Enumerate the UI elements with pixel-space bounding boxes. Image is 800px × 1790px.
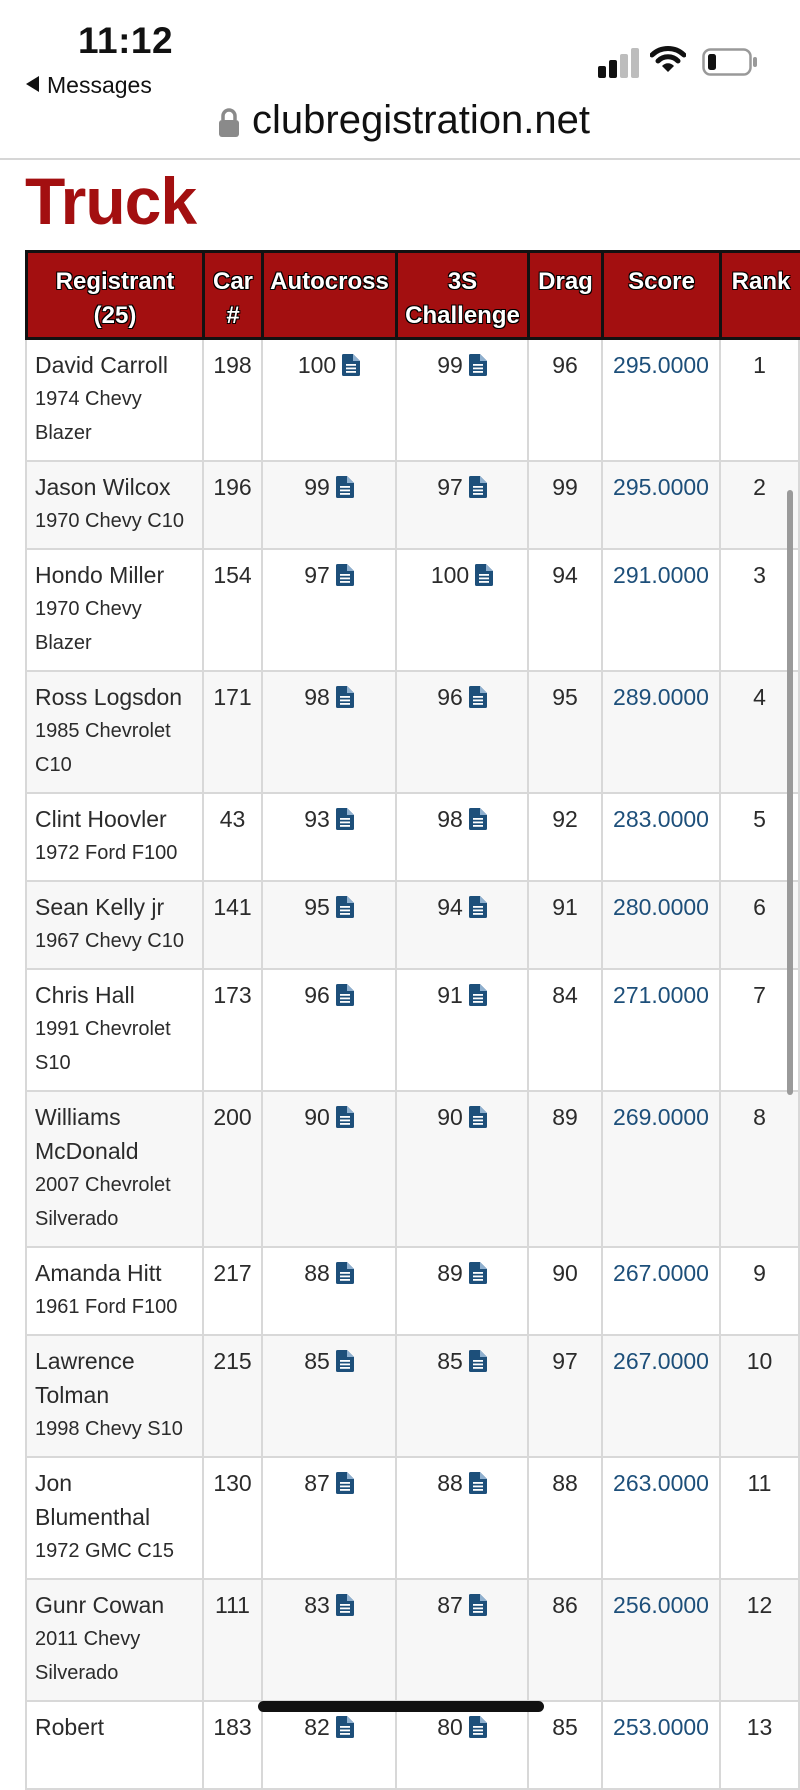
header-line: Challenge bbox=[405, 302, 520, 329]
back-arrow-icon bbox=[26, 76, 39, 92]
header-3s-challenge[interactable] bbox=[395, 253, 527, 337]
total-score-link[interactable]: 256.0000 bbox=[613, 1592, 709, 1618]
registrant-name: Jon bbox=[35, 1470, 73, 1496]
cell-car-number bbox=[202, 794, 261, 880]
cell-score[interactable] bbox=[601, 1092, 719, 1246]
rank-value: 6 bbox=[753, 894, 766, 920]
drag-score: 84 bbox=[552, 982, 578, 1008]
car-number: 215 bbox=[213, 1348, 252, 1374]
cell-car-number bbox=[202, 550, 261, 670]
autocross-score: 88 bbox=[304, 1260, 330, 1286]
cell-3s-challenge bbox=[395, 1458, 527, 1578]
cell-registrant bbox=[25, 672, 202, 792]
cell-score[interactable] bbox=[601, 1336, 719, 1456]
cell-car-number bbox=[202, 340, 261, 460]
file-text-icon[interactable] bbox=[330, 474, 354, 500]
header-line: # bbox=[226, 302, 240, 329]
cell-drag bbox=[527, 672, 601, 792]
autocross-score: 93 bbox=[304, 806, 330, 832]
autocross-score: 90 bbox=[304, 1104, 330, 1130]
registrant-name: Robert bbox=[35, 1714, 105, 1740]
header-line: Drag bbox=[538, 268, 593, 295]
total-score-link[interactable]: 283.0000 bbox=[613, 806, 709, 832]
cell-autocross bbox=[261, 970, 395, 1090]
battery-icon bbox=[702, 48, 756, 76]
file-text-icon[interactable] bbox=[330, 1104, 354, 1130]
drag-score: 85 bbox=[552, 1714, 578, 1740]
total-score-link[interactable]: 267.0000 bbox=[613, 1260, 709, 1286]
total-score-link[interactable]: 295.0000 bbox=[613, 352, 709, 378]
rank-value: 1 bbox=[753, 352, 766, 378]
cell-registrant bbox=[25, 1336, 202, 1456]
cell-score[interactable] bbox=[601, 1702, 719, 1788]
table-row bbox=[25, 794, 800, 882]
file-text-icon[interactable] bbox=[463, 474, 487, 500]
drag-score: 97 bbox=[552, 1348, 578, 1374]
cell-3s-challenge bbox=[395, 462, 527, 548]
total-score-link[interactable]: 253.0000 bbox=[613, 1714, 709, 1740]
file-text-icon[interactable] bbox=[463, 1104, 487, 1130]
drag-score: 86 bbox=[552, 1592, 578, 1618]
cell-score[interactable] bbox=[601, 550, 719, 670]
registrant-vehicle: 1972 GMC C15 bbox=[35, 1540, 174, 1562]
cell-drag bbox=[527, 970, 601, 1090]
registrant-vehicle: 1967 Chevy C10 bbox=[35, 930, 184, 952]
autocross-score: 95 bbox=[304, 894, 330, 920]
table-row bbox=[25, 462, 800, 550]
cell-registrant bbox=[25, 882, 202, 968]
registrant-name: Clint Hoovler bbox=[35, 806, 167, 832]
file-text-icon[interactable] bbox=[330, 1470, 354, 1496]
car-number: 154 bbox=[213, 562, 252, 588]
car-number: 200 bbox=[213, 1104, 252, 1130]
cell-registrant bbox=[25, 1248, 202, 1334]
header-line: 3S bbox=[447, 268, 478, 295]
cell-car-number bbox=[202, 970, 261, 1090]
cell-rank bbox=[719, 1458, 800, 1578]
cell-car-number bbox=[202, 1702, 261, 1788]
cell-autocross bbox=[261, 794, 395, 880]
total-score-link[interactable]: 263.0000 bbox=[613, 1470, 709, 1496]
cell-registrant bbox=[25, 1702, 202, 1788]
total-score-link[interactable]: 291.0000 bbox=[613, 562, 709, 588]
cell-score[interactable] bbox=[601, 462, 719, 548]
autocross-score: 97 bbox=[304, 562, 330, 588]
cell-rank bbox=[719, 1248, 800, 1334]
registrant-name: Williams bbox=[35, 1104, 121, 1130]
registrant-name: Chris Hall bbox=[35, 982, 135, 1008]
cell-3s-challenge bbox=[395, 970, 527, 1090]
rank-value: 8 bbox=[753, 1104, 766, 1130]
cell-car-number bbox=[202, 1336, 261, 1456]
cell-autocross bbox=[261, 550, 395, 670]
registrant-vehicle: Silverado bbox=[35, 1662, 119, 1684]
challenge-score: 100 bbox=[430, 562, 470, 588]
cell-registrant bbox=[25, 1580, 202, 1700]
table-row bbox=[25, 1580, 800, 1702]
table-row bbox=[25, 1336, 800, 1458]
cell-rank bbox=[719, 340, 800, 460]
header-line: Rank bbox=[731, 268, 791, 295]
registrant-name: Gunr Cowan bbox=[35, 1592, 165, 1618]
cell-drag bbox=[527, 1702, 601, 1788]
table-row bbox=[25, 1248, 800, 1336]
challenge-score: 91 bbox=[437, 982, 463, 1008]
rank-value: 7 bbox=[753, 982, 766, 1008]
file-text-icon[interactable] bbox=[463, 1470, 487, 1496]
challenge-score: 90 bbox=[437, 1104, 463, 1130]
autocross-score: 87 bbox=[304, 1470, 330, 1496]
registrant-vehicle: 1974 Chevy bbox=[35, 388, 142, 410]
cell-autocross bbox=[261, 340, 395, 460]
cell-3s-challenge bbox=[395, 1580, 527, 1700]
cell-autocross bbox=[261, 1336, 395, 1456]
header-autocross[interactable] bbox=[261, 253, 395, 337]
challenge-score: 97 bbox=[437, 474, 463, 500]
challenge-score: 87 bbox=[437, 1592, 463, 1618]
cell-score[interactable] bbox=[601, 1458, 719, 1578]
registrant-vehicle: 1970 Chevy C10 bbox=[35, 510, 184, 532]
cell-score[interactable] bbox=[601, 672, 719, 792]
browser-url-bar[interactable] bbox=[0, 92, 800, 160]
back-link-label: Messages bbox=[47, 72, 152, 98]
autocross-score: 99 bbox=[304, 474, 330, 500]
cell-registrant bbox=[25, 794, 202, 880]
registrant-name: Sean Kelly jr bbox=[35, 894, 165, 920]
cell-car-number bbox=[202, 462, 261, 548]
cell-3s-challenge bbox=[395, 672, 527, 792]
cell-autocross bbox=[261, 462, 395, 548]
cell-rank bbox=[719, 1336, 800, 1456]
registrant-vehicle: 1970 Chevy bbox=[35, 598, 142, 620]
registrant-name: David Carroll bbox=[35, 352, 168, 378]
cell-rank bbox=[719, 1092, 800, 1246]
table-row bbox=[25, 1458, 800, 1580]
cell-score[interactable] bbox=[601, 340, 719, 460]
file-text-icon[interactable] bbox=[463, 352, 487, 378]
total-score-link[interactable]: 267.0000 bbox=[613, 1348, 709, 1374]
registrant-vehicle: C10 bbox=[35, 754, 72, 776]
autocross-score: 98 bbox=[304, 684, 330, 710]
registrant-vehicle: 1961 Ford F100 bbox=[35, 1296, 178, 1318]
cell-3s-challenge bbox=[395, 1702, 527, 1788]
registrant-name: Jason Wilcox bbox=[35, 474, 171, 500]
registrant-vehicle: 1991 Chevrolet bbox=[35, 1018, 171, 1040]
cell-registrant bbox=[25, 1458, 202, 1578]
registrant-vehicle: 1998 Chevy S10 bbox=[35, 1418, 183, 1440]
cell-autocross bbox=[261, 1248, 395, 1334]
cell-autocross bbox=[261, 1702, 395, 1788]
registrant-name: Tolman bbox=[35, 1382, 110, 1408]
status-bar bbox=[0, 0, 800, 100]
car-number: 173 bbox=[213, 982, 252, 1008]
drag-score: 90 bbox=[552, 1260, 578, 1286]
cell-autocross bbox=[261, 882, 395, 968]
cell-rank bbox=[719, 1580, 800, 1700]
challenge-score: 88 bbox=[437, 1470, 463, 1496]
rank-value: 4 bbox=[753, 684, 766, 710]
table-row bbox=[25, 882, 800, 970]
header-line: (25) bbox=[93, 302, 137, 329]
drag-score: 95 bbox=[552, 684, 578, 710]
cell-car-number bbox=[202, 1092, 261, 1246]
cell-drag bbox=[527, 1458, 601, 1578]
file-text-icon[interactable] bbox=[463, 982, 487, 1008]
car-number: 130 bbox=[213, 1470, 252, 1496]
car-number: 141 bbox=[213, 894, 252, 920]
table-row bbox=[25, 1702, 800, 1790]
total-score-link[interactable]: 289.0000 bbox=[613, 684, 709, 710]
header-drag[interactable] bbox=[527, 253, 601, 337]
drag-score: 96 bbox=[552, 352, 578, 378]
registrant-name: Amanda Hitt bbox=[35, 1260, 162, 1286]
drag-score: 91 bbox=[552, 894, 578, 920]
autocross-score: 82 bbox=[304, 1714, 330, 1740]
cell-autocross bbox=[261, 1092, 395, 1246]
drag-score: 92 bbox=[552, 806, 578, 832]
cell-registrant bbox=[25, 1092, 202, 1246]
total-score-link[interactable]: 295.0000 bbox=[613, 474, 709, 500]
table-row bbox=[25, 1092, 800, 1248]
autocross-score: 96 bbox=[304, 982, 330, 1008]
cell-registrant bbox=[25, 462, 202, 548]
file-text-icon[interactable] bbox=[469, 562, 493, 588]
total-score-link[interactable]: 269.0000 bbox=[613, 1104, 709, 1130]
file-text-icon[interactable] bbox=[330, 562, 354, 588]
header-score[interactable] bbox=[601, 253, 719, 337]
autocross-score: 100 bbox=[297, 352, 337, 378]
cell-score[interactable] bbox=[601, 1580, 719, 1700]
cell-score[interactable] bbox=[601, 970, 719, 1090]
file-text-icon[interactable] bbox=[463, 1592, 487, 1618]
cell-3s-challenge bbox=[395, 1248, 527, 1334]
file-text-icon[interactable] bbox=[463, 1714, 487, 1740]
registrant-name: Hondo Miller bbox=[35, 562, 165, 588]
table-body bbox=[25, 340, 800, 1790]
rank-value: 11 bbox=[747, 1470, 772, 1496]
cell-drag bbox=[527, 1336, 601, 1456]
table-row bbox=[25, 672, 800, 794]
cell-drag bbox=[527, 550, 601, 670]
file-text-icon[interactable] bbox=[336, 352, 360, 378]
cell-drag bbox=[527, 882, 601, 968]
file-text-icon[interactable] bbox=[330, 1260, 354, 1286]
table-header-row bbox=[25, 253, 800, 340]
car-number: 198 bbox=[213, 352, 252, 378]
registrant-vehicle: 2011 Chevy bbox=[35, 1628, 141, 1650]
registrant-name: McDonald bbox=[35, 1138, 139, 1164]
cell-score[interactable] bbox=[601, 882, 719, 968]
cell-registrant bbox=[25, 550, 202, 670]
total-score-link[interactable]: 271.0000 bbox=[613, 982, 709, 1008]
table-row bbox=[25, 340, 800, 462]
registrant-vehicle: Blazer bbox=[35, 632, 92, 654]
cell-3s-challenge bbox=[395, 882, 527, 968]
rank-value: 3 bbox=[753, 562, 766, 588]
cell-3s-challenge bbox=[395, 1092, 527, 1246]
autocross-score: 85 bbox=[304, 1348, 330, 1374]
cell-car-number bbox=[202, 1580, 261, 1700]
file-text-icon[interactable] bbox=[463, 806, 487, 832]
registrant-vehicle: S10 bbox=[35, 1052, 71, 1074]
challenge-score: 85 bbox=[437, 1348, 463, 1374]
results-table bbox=[25, 250, 800, 1790]
registrant-vehicle: 1985 Chevrolet bbox=[35, 720, 171, 742]
drag-score: 89 bbox=[552, 1104, 578, 1130]
header-line: Car bbox=[212, 268, 254, 295]
header-line: Registrant bbox=[55, 268, 175, 295]
header-line: Score bbox=[628, 268, 695, 295]
file-text-icon[interactable] bbox=[463, 684, 487, 710]
cell-rank bbox=[719, 1702, 800, 1788]
table-row bbox=[25, 970, 800, 1092]
rank-value: 12 bbox=[746, 1592, 773, 1618]
registrant-vehicle: Blazer bbox=[35, 422, 92, 444]
file-text-icon[interactable] bbox=[330, 894, 354, 920]
url-display bbox=[218, 98, 590, 143]
page-title: Truck bbox=[25, 164, 197, 238]
cell-3s-challenge bbox=[395, 1336, 527, 1456]
car-number: 111 bbox=[215, 1592, 250, 1618]
registrant-name: Lawrence bbox=[35, 1348, 135, 1374]
cell-drag bbox=[527, 1092, 601, 1246]
registrant-name: Blumenthal bbox=[35, 1504, 151, 1530]
challenge-score: 89 bbox=[437, 1260, 463, 1286]
cell-3s-challenge bbox=[395, 340, 527, 460]
page-scrollbar[interactable] bbox=[787, 490, 793, 1095]
cell-car-number bbox=[202, 672, 261, 792]
car-number: 217 bbox=[213, 1260, 252, 1286]
challenge-score: 94 bbox=[437, 894, 463, 920]
rank-value: 9 bbox=[753, 1260, 766, 1286]
header-line: Autocross bbox=[270, 268, 389, 295]
cell-registrant bbox=[25, 970, 202, 1090]
cell-car-number bbox=[202, 882, 261, 968]
car-number: 43 bbox=[219, 806, 246, 832]
cell-score[interactable] bbox=[601, 794, 719, 880]
home-indicator[interactable] bbox=[258, 1701, 544, 1712]
header-rank[interactable] bbox=[719, 253, 800, 337]
url-text: clubregistration.net bbox=[252, 98, 590, 142]
cell-3s-challenge bbox=[395, 550, 527, 670]
cell-car-number bbox=[202, 1458, 261, 1578]
header-car-number[interactable] bbox=[202, 253, 261, 337]
rank-value: 5 bbox=[753, 806, 766, 832]
status-time: 11:12 bbox=[78, 20, 174, 61]
file-text-icon[interactable] bbox=[463, 1260, 487, 1286]
drag-score: 94 bbox=[552, 562, 578, 588]
cell-drag bbox=[527, 794, 601, 880]
car-number: 171 bbox=[213, 684, 252, 710]
cell-drag bbox=[527, 340, 601, 460]
drag-score: 88 bbox=[552, 1470, 578, 1496]
file-text-icon[interactable] bbox=[330, 1714, 354, 1740]
challenge-score: 99 bbox=[437, 352, 463, 378]
cell-car-number bbox=[202, 1248, 261, 1334]
cell-autocross bbox=[261, 672, 395, 792]
cell-autocross bbox=[261, 1580, 395, 1700]
rank-value: 13 bbox=[746, 1714, 773, 1740]
file-text-icon[interactable] bbox=[330, 982, 354, 1008]
cell-drag bbox=[527, 1580, 601, 1700]
registrant-vehicle: 2007 Chevrolet bbox=[35, 1174, 171, 1196]
cell-autocross bbox=[261, 1458, 395, 1578]
rank-value: 10 bbox=[746, 1348, 773, 1374]
registrant-name: Ross Logsdon bbox=[35, 684, 183, 710]
challenge-score: 80 bbox=[437, 1714, 463, 1740]
file-text-icon[interactable] bbox=[463, 894, 487, 920]
registrant-vehicle: 1972 Ford F100 bbox=[35, 842, 178, 864]
file-text-icon[interactable] bbox=[330, 806, 354, 832]
file-text-icon[interactable] bbox=[330, 684, 354, 710]
challenge-score: 96 bbox=[437, 684, 463, 710]
file-text-icon[interactable] bbox=[330, 1348, 354, 1374]
file-text-icon[interactable] bbox=[463, 1348, 487, 1374]
car-number: 183 bbox=[213, 1714, 252, 1740]
rank-value: 2 bbox=[753, 474, 766, 500]
challenge-score: 98 bbox=[437, 806, 463, 832]
cell-drag bbox=[527, 1248, 601, 1334]
file-text-icon[interactable] bbox=[330, 1592, 354, 1618]
drag-score: 99 bbox=[552, 474, 578, 500]
registrant-vehicle: Silverado bbox=[35, 1208, 119, 1230]
autocross-score: 83 bbox=[304, 1592, 330, 1618]
car-number: 196 bbox=[213, 474, 252, 500]
cell-score[interactable] bbox=[601, 1248, 719, 1334]
total-score-link[interactable]: 280.0000 bbox=[613, 894, 709, 920]
table-row bbox=[25, 550, 800, 672]
cell-registrant bbox=[25, 340, 202, 460]
cell-drag bbox=[527, 462, 601, 548]
cellular-signal-icon bbox=[598, 48, 640, 78]
cell-3s-challenge bbox=[395, 794, 527, 880]
wifi-icon bbox=[650, 46, 686, 79]
header-registrant[interactable] bbox=[25, 253, 202, 337]
